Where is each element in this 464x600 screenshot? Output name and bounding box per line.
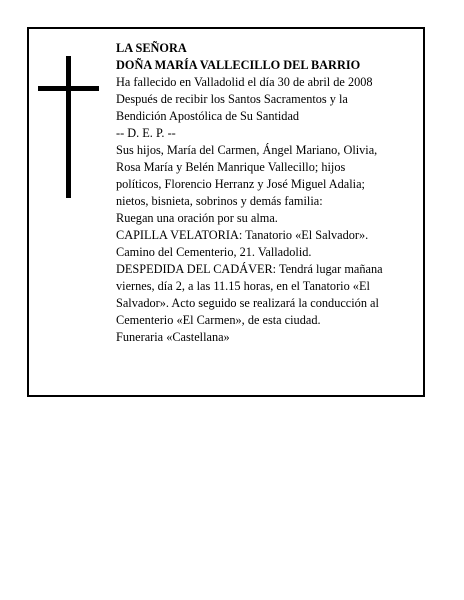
family-line-1: Sus hijos, María del Carmen, Ángel Mariano, Olivia, <box>116 143 378 157</box>
title-line: LA SEÑORA <box>116 41 187 55</box>
family-line-2: Rosa María y Belén Manrique Vallecillo; hijos <box>116 160 346 174</box>
farewell-line-2: viernes, día 2, a las 11.15 horas, en el Tanatorio «El <box>116 279 370 293</box>
chapel-line-2: Camino del Cementerio, 21. Valladolid. <box>116 245 312 259</box>
deceased-name: DOÑA MARÍA VALLECILLO DEL BARRIO <box>116 58 361 72</box>
prayer-request: Ruegan una oración por su alma. <box>116 211 278 225</box>
funeral-home: Funeraria «Castellana» <box>116 330 230 344</box>
chapel-line-1: CAPILLA VELATORIA: Tanatorio «El Salvador». <box>116 228 369 242</box>
sacraments-line-2: Bendición Apostólica de Su Santidad <box>116 109 300 123</box>
obituary-text <box>116 40 416 346</box>
family-line-4: nietos, bisnieta, sobrinos y demás familia: <box>116 194 323 208</box>
rip-line: -- D. E. P. -- <box>116 126 176 140</box>
farewell-line-3: Salvador». Acto seguido se realizará la conducción al <box>116 296 379 310</box>
death-announcement: Ha fallecido en Valladolid el día 30 de abril de 2008 <box>116 75 373 89</box>
sacraments-line-1: Después de recibir los Santos Sacramentos y la <box>116 92 348 106</box>
farewell-line-1: DESPEDIDA DEL CADÁVER: Tendrá lugar mañana <box>116 262 383 276</box>
farewell-line-4: Cementerio «El Carmen», de esta ciudad. <box>116 313 321 327</box>
cross-icon-crossbar <box>38 86 99 91</box>
family-line-3: políticos, Florencio Herranz y José Miguel Adalia; <box>116 177 365 191</box>
obituary-notice <box>27 27 425 397</box>
cross-icon <box>66 56 71 198</box>
